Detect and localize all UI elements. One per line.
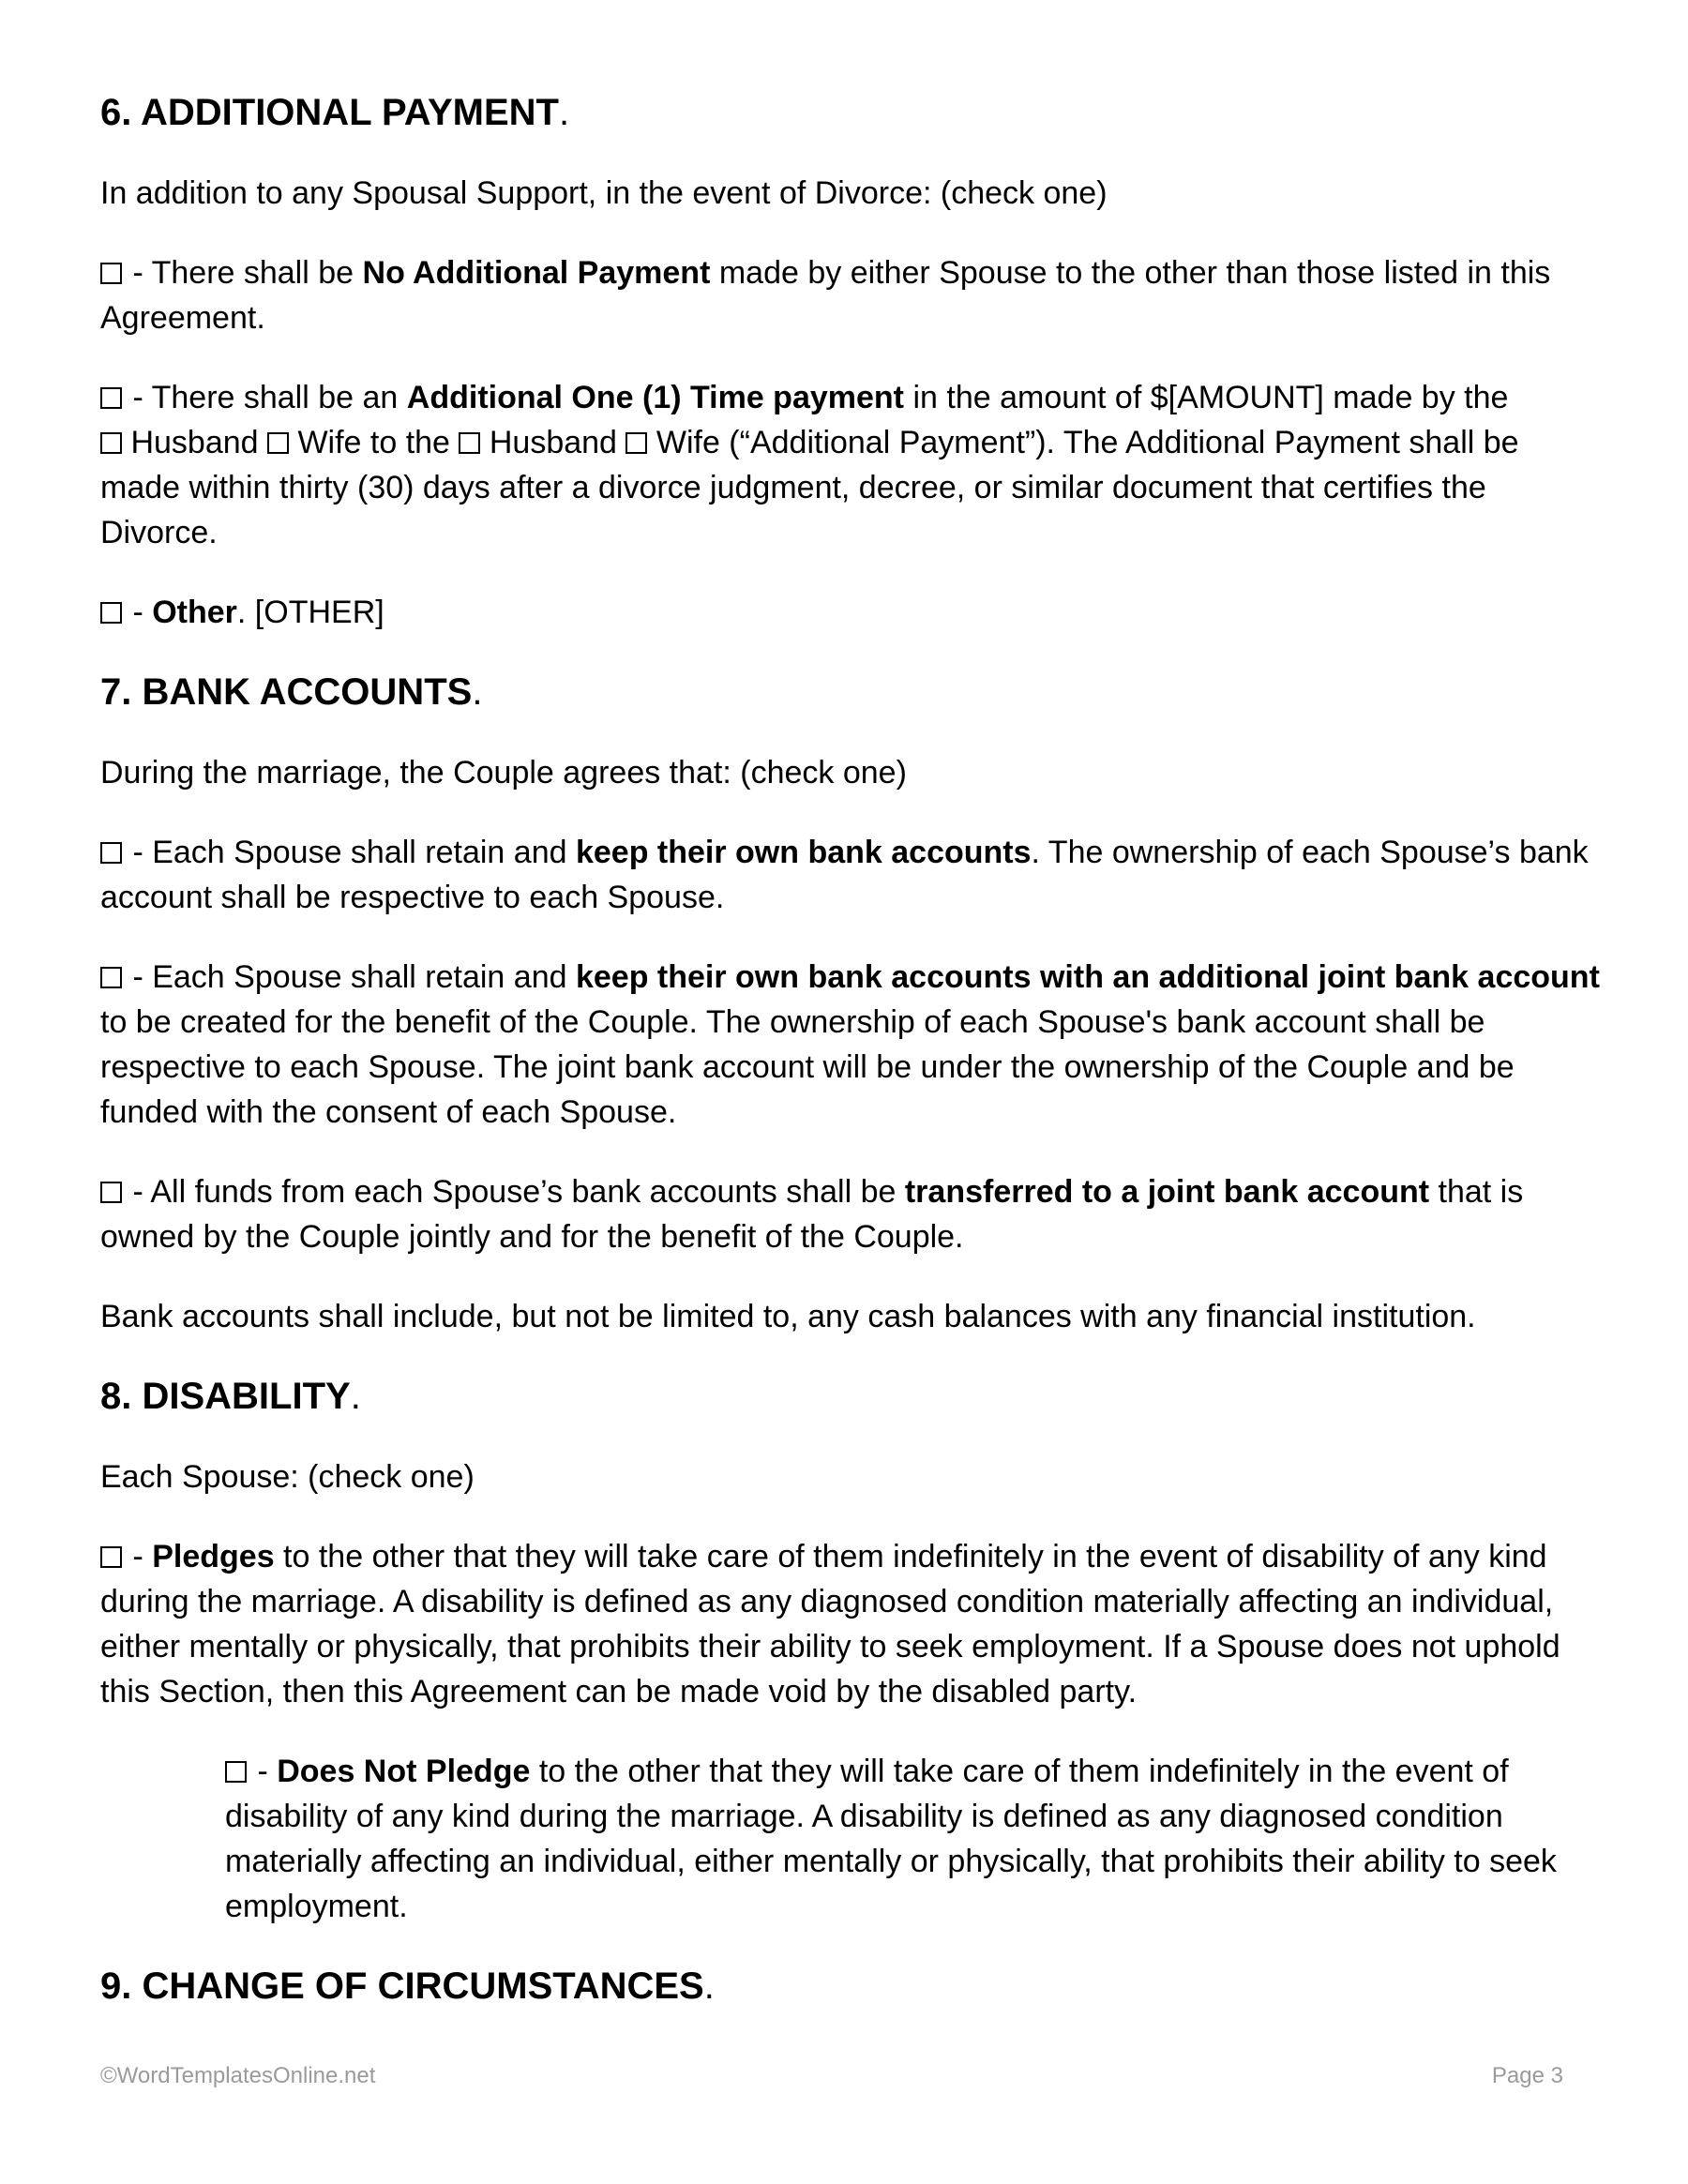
section-8-heading: 8. DISABILITY. bbox=[100, 1376, 361, 1417]
checkbox[interactable] bbox=[100, 967, 122, 988]
page-footer bbox=[100, 2063, 1563, 2089]
s6-option-no-additional-payment: - There shall be No Additional Payment made by either Spouse to the other than those listed in this Agreement. bbox=[100, 255, 1551, 336]
checkbox[interactable] bbox=[100, 1546, 122, 1568]
s6-option-other: - Other. [OTHER] bbox=[100, 590, 1601, 635]
copyright-text[interactable]: ©WordTemplatesOnline.net bbox=[100, 2063, 376, 2088]
s7-option-own-accounts: - Each Spouse shall retain and keep their own bank accounts. The ownership of each Spouse’s bank account shall be respective to each Spouse. bbox=[100, 835, 1589, 915]
checkbox[interactable] bbox=[100, 842, 122, 864]
section-6-heading: 6. ADDITIONAL PAYMENT. bbox=[100, 92, 570, 133]
husband-payer-checkbox[interactable] bbox=[100, 432, 122, 454]
s7-note: Bank accounts shall include, but not be limited to, any cash balances with any financial institution. bbox=[100, 1299, 1476, 1334]
s8-option-pledges: - Pledges to the other that they will take care of them indefinitely in the event of disability of any kind during the marriage. A disability is defined as any diagnosed condition materially affecting an individual, either mentally or physically, that prohibits their ability to seek employment. If a Spouse does not uphold this Section, then this Agreement can be made void by the disabled party. bbox=[100, 1539, 1560, 1710]
section-7-intro: During the marriage, the Couple agrees that: (check one) bbox=[100, 755, 907, 791]
page-number: Page 3 bbox=[1491, 2063, 1563, 2088]
section-9-heading: 9. CHANGE OF CIRCUMSTANCES. bbox=[100, 1966, 715, 2007]
s7-option-own-plus-joint: - Each Spouse shall retain and keep their own bank accounts with an additional joint bank account to be created for the benefit of the Couple. The ownership of each Spouse's bank account shall be respective to each Spouse. The joint bank account will be under the ownership of the Couple and be funded with the consent of each Spouse. bbox=[100, 959, 1600, 1130]
checkbox[interactable] bbox=[225, 1761, 247, 1783]
s8-option-does-not-pledge: - Does Not Pledge to the other that they will take care of them indefinitely in the event of disability of any kind during the marriage. A disability is defined as any diagnosed condition materially affecting an individual, either mentally or physically, that prohibits their ability to seek employment. bbox=[225, 1754, 1557, 1924]
s6-option-one-time-payment: - There shall be an Additional One (1) Time payment in the amount of $[AMOUNT] made by the Husband Wife to the Husband Wife (“Additional Payment”). The Additional Payment shall be made within thirty (30) days after a divorce judgment, decree, or similar document that certifies the Divorce. bbox=[100, 380, 1519, 550]
section-7-heading: 7. BANK ACCOUNTS. bbox=[100, 671, 483, 713]
checkbox[interactable] bbox=[100, 602, 122, 624]
wife-payer-checkbox[interactable] bbox=[267, 432, 289, 454]
husband-payee-checkbox[interactable] bbox=[459, 432, 480, 454]
checkbox[interactable] bbox=[100, 1182, 122, 1203]
checkbox[interactable] bbox=[100, 387, 122, 409]
document-page bbox=[100, 90, 1601, 2044]
section-6-intro: In addition to any Spousal Support, in the event of Divorce: (check one) bbox=[100, 175, 1108, 211]
checkbox[interactable] bbox=[100, 263, 122, 284]
wife-payee-checkbox[interactable] bbox=[625, 432, 647, 454]
s7-option-joint-only: - All funds from each Spouse’s bank accounts shall be transferred to a joint bank account that is owned by the Couple jointly and for the benefit of the Couple. bbox=[100, 1174, 1524, 1255]
section-8-intro: Each Spouse: (check one) bbox=[100, 1459, 475, 1495]
